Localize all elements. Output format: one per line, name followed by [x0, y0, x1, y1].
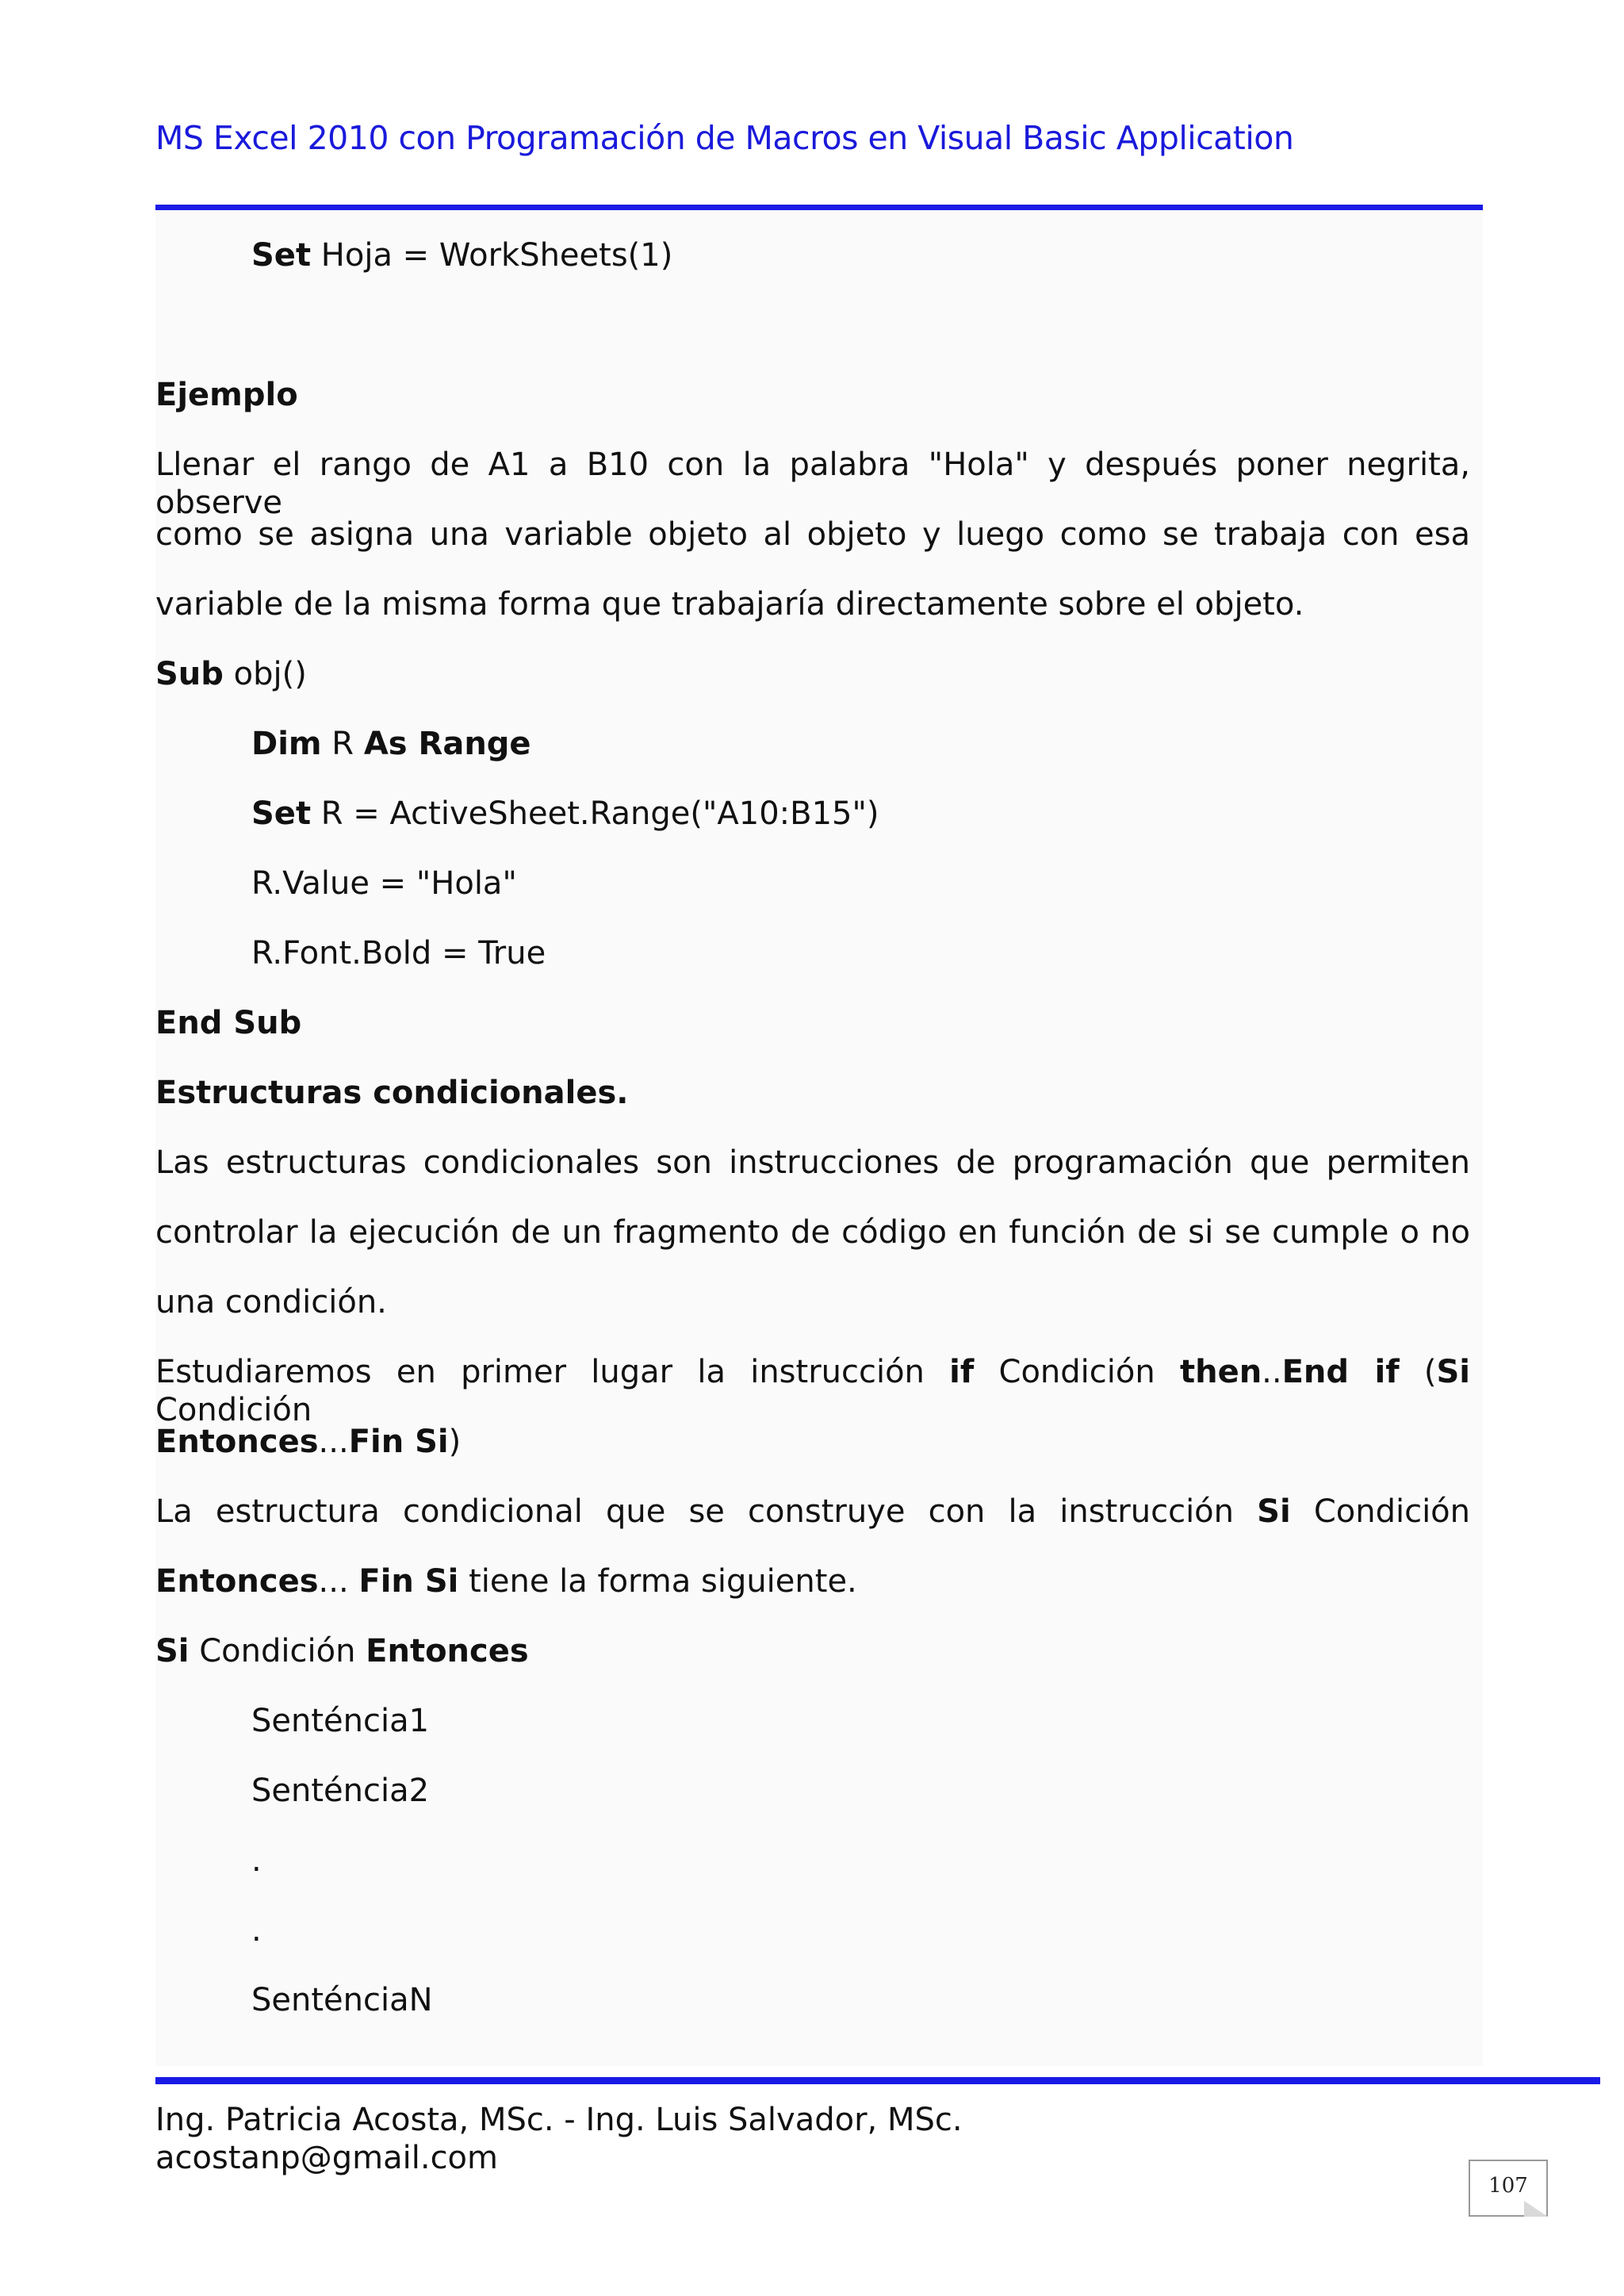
paragraph-line	[155, 1423, 461, 1461]
keyword: Si	[155, 1633, 190, 1669]
footer-rule	[155, 2077, 1600, 2084]
code-text: R = ActiveSheet.Range("A10:B15")	[311, 795, 879, 832]
code-line-set-hoja	[251, 236, 672, 274]
footer-email: acostanp@gmail.com	[155, 2140, 498, 2176]
code-text: Hoja = WorkSheets(1)	[311, 237, 673, 274]
paragraph-line: variable de la misma forma que trabajaría directamente sobre el objeto.	[155, 586, 1304, 623]
code-line-end-sub	[155, 1004, 301, 1042]
heading-text: Estructuras condicionales.	[155, 1075, 629, 1111]
code-line-sub	[155, 655, 307, 693]
keyword: End if	[1281, 1354, 1400, 1390]
text: )	[448, 1424, 462, 1460]
code-line-sentenciaN: SenténciaN	[251, 1982, 433, 2018]
keyword: if	[949, 1354, 975, 1390]
header-rule	[155, 205, 1483, 210]
text: Condición	[974, 1354, 1180, 1390]
paragraph-line: como se asigna una variable objeto al objeto y luego como se trabaja con esa	[155, 516, 1470, 553]
paragraph-line: Las estructuras condicionales son instrucciones de programación que permiten	[155, 1144, 1470, 1181]
code-line-set-r	[251, 795, 879, 833]
text: ...	[318, 1563, 359, 1600]
text: ..	[1262, 1354, 1282, 1390]
keyword: Dim	[251, 726, 322, 762]
code-line-ellipsis-dot: .	[251, 1842, 262, 1879]
text: La estructura condicional que se construye con la instrucción	[155, 1493, 1258, 1530]
code-text: obj()	[223, 656, 307, 692]
text: Condición	[1290, 1493, 1471, 1530]
code-line-si	[155, 1632, 529, 1670]
code-line-ellipsis-dot: .	[251, 1912, 262, 1949]
text: ...	[318, 1424, 349, 1460]
paragraph-line: Llenar el rango de A1 a B10 con la palabra "Hola" y después poner negrita, observe	[155, 447, 1470, 521]
keyword: Entonces	[366, 1633, 529, 1669]
page-number-box	[1469, 2160, 1548, 2217]
keyword: Fin Si	[348, 1424, 449, 1460]
document-header-title: MS Excel 2010 con Programación de Macros en Visual Basic Application	[155, 119, 1294, 157]
code-line-dim	[251, 725, 531, 763]
text: Estudiaremos en primer lugar la instrucción	[155, 1354, 950, 1390]
code-line-sentencia1: Senténcia1	[251, 1703, 430, 1739]
page-number: 107	[1488, 2174, 1528, 2198]
keyword: then	[1179, 1354, 1262, 1390]
keyword: Entonces	[155, 1424, 319, 1460]
text: (	[1399, 1354, 1437, 1390]
page-fold-icon	[1524, 2201, 1548, 2217]
paragraph-line	[155, 1353, 1470, 1429]
paragraph-line: una condición.	[155, 1284, 387, 1320]
code-line-sentencia2: Senténcia2	[251, 1773, 430, 1809]
keyword: Fin Si	[358, 1563, 459, 1600]
text: tiene la forma siguiente.	[458, 1563, 857, 1600]
keyword: Si	[1436, 1354, 1471, 1390]
code-text: R	[321, 726, 364, 762]
text: Condición	[189, 1633, 366, 1669]
keyword: As Range	[363, 726, 531, 762]
heading-text: Ejemplo	[155, 377, 298, 413]
keyword: End Sub	[155, 1005, 302, 1041]
paragraph-line	[155, 1562, 857, 1600]
ejemplo-heading	[155, 376, 298, 414]
keyword: Set	[251, 237, 312, 274]
paragraph-line	[155, 1493, 1470, 1531]
code-line-bold: R.Font.Bold = True	[251, 935, 546, 972]
keyword: Sub	[155, 656, 224, 692]
footer-authors: Ing. Patricia Acosta, MSc. - Ing. Luis Salvador, MSc.	[155, 2102, 963, 2138]
estructuras-heading	[155, 1074, 628, 1112]
code-line-value: R.Value = "Hola"	[251, 865, 517, 902]
keyword: Entonces	[155, 1563, 319, 1600]
keyword: Si	[1257, 1493, 1291, 1530]
paragraph-line: controlar la ejecución de un fragmento de código en función de si se cumple o no	[155, 1214, 1470, 1251]
keyword: Set	[251, 795, 312, 832]
text: Condición	[155, 1392, 312, 1428]
